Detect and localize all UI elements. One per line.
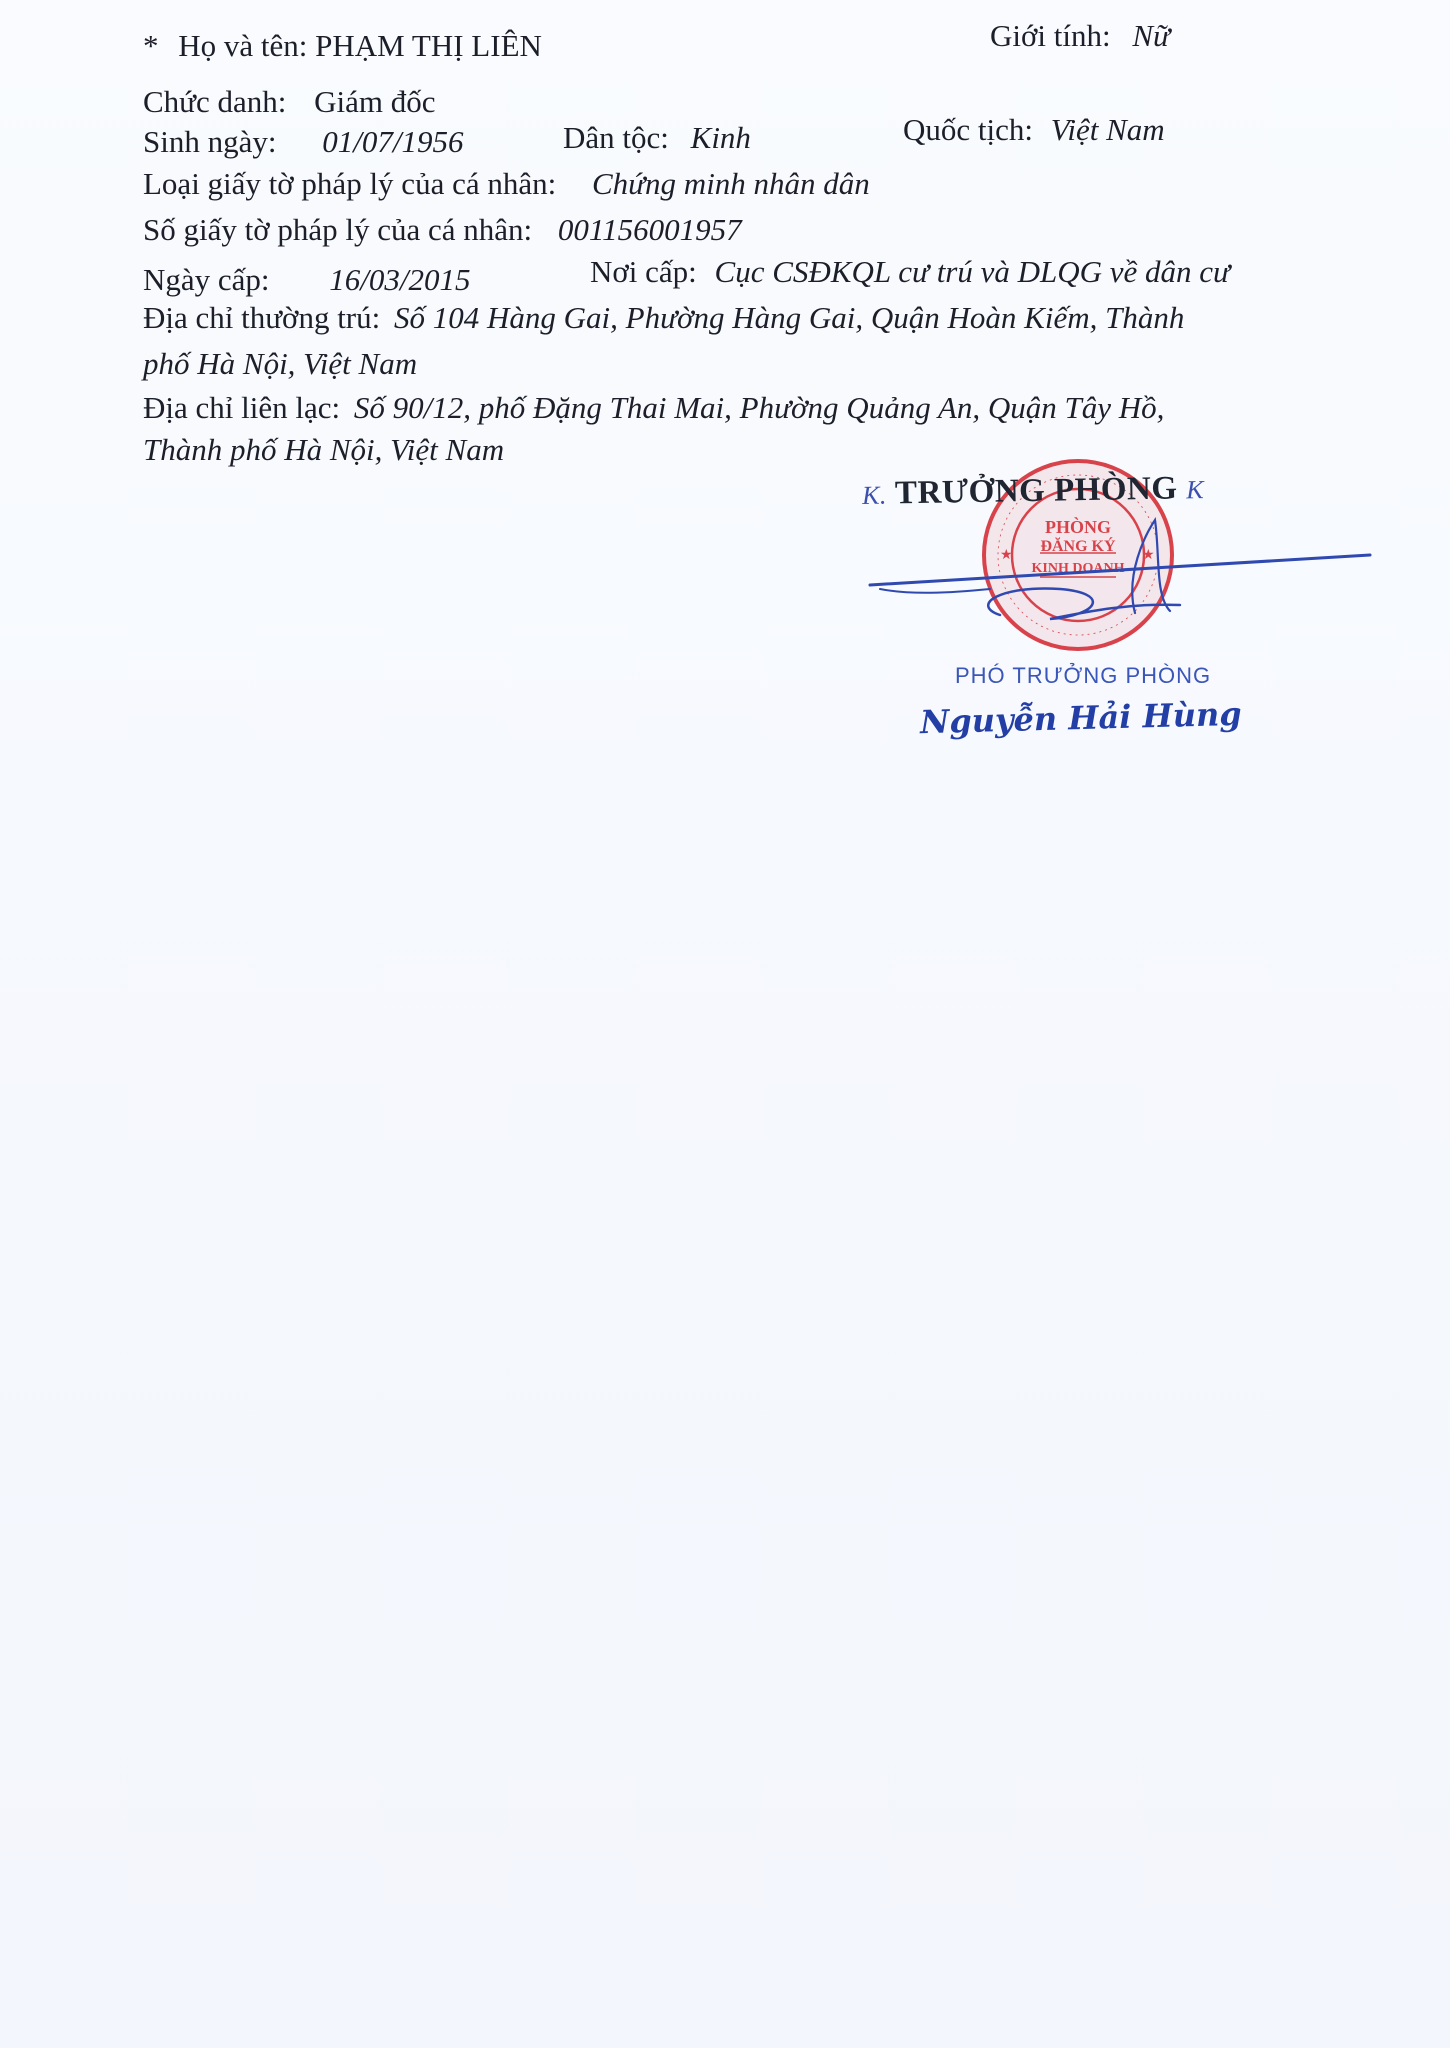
id-number-label: Số giấy tờ pháp lý của cá nhân:: [143, 212, 533, 247]
gender-row: [990, 18, 1170, 54]
issue-date-label: Ngày cấp:: [143, 262, 270, 297]
signature-block: [850, 455, 1410, 755]
title-value: Giám đốc: [314, 84, 436, 119]
issue-place-label: Nơi cấp:: [590, 254, 697, 289]
office-title-text: TRƯỞNG PHÒNG: [894, 470, 1178, 512]
title-row: [143, 84, 436, 120]
contact-address-label: Địa chỉ liên lạc:: [143, 390, 341, 425]
issue-date-value: 16/03/2015: [329, 262, 471, 297]
dob-label: Sinh ngày:: [143, 124, 277, 159]
issue-date-row: [143, 262, 471, 298]
permanent-address-label: Địa chỉ thường trú:: [143, 300, 381, 335]
title-label: Chức danh:: [143, 84, 287, 119]
ethnicity-label: Dân tộc:: [563, 120, 669, 155]
svg-text:★: ★: [1000, 547, 1013, 563]
handwritten-signature: [850, 515, 1410, 645]
ky-prefix: K.: [861, 480, 888, 510]
svg-text:KINH DOANH: KINH DOANH: [1031, 561, 1125, 576]
id-type-value: Chứng minh nhân dân: [591, 166, 870, 201]
deputy-name: Nguyễn Hải Hùng: [919, 694, 1243, 742]
ethnicity-row: [563, 120, 751, 156]
issue-place-row: [590, 254, 1230, 290]
id-number-row: [143, 212, 742, 248]
gender-label: Giới tính:: [990, 18, 1111, 53]
gender-value: Nữ: [1132, 18, 1170, 53]
contact-address-line1: Số 90/12, phố Đặng Thai Mai, Phường Quảng An, Quận Tây Hồ,: [353, 390, 1165, 425]
name-value: PHẠM THỊ LIÊN: [315, 28, 542, 63]
office-title: [862, 470, 1205, 513]
permanent-address-line1: Số 104 Hàng Gai, Phường Hàng Gai, Quận Hoàn Kiếm, Thành: [394, 300, 1185, 335]
permanent-address-row: [143, 300, 1184, 336]
svg-text:PHÒNG: PHÒNG: [1045, 517, 1111, 537]
contact-address-line2: Thành phố Hà Nội, Việt Nam: [143, 432, 505, 467]
bullet: *: [143, 28, 159, 63]
dob-value: 01/07/1956: [322, 124, 464, 159]
nationality-row: [903, 112, 1165, 148]
svg-text:ĐĂNG KÝ: ĐĂNG KÝ: [1040, 538, 1116, 555]
deputy-role: PHÓ TRƯỞNG PHÒNG: [955, 663, 1212, 688]
nationality-value: Việt Nam: [1050, 112, 1165, 147]
ethnicity-value: Kinh: [690, 120, 751, 155]
permanent-address-line2: phố Hà Nội, Việt Nam: [143, 346, 418, 381]
dob-row: [143, 124, 463, 160]
id-type-row: [143, 166, 870, 202]
name-label: Họ và tên:: [178, 28, 308, 63]
id-type-label: Loại giấy tờ pháp lý của cá nhân:: [143, 166, 557, 201]
svg-text:★: ★: [1142, 547, 1155, 563]
ky-suffix: K: [1186, 475, 1205, 505]
contact-address-row: [143, 390, 1164, 426]
id-number-value: 001156001957: [557, 212, 742, 247]
issue-place-value: Cục CSĐKQL cư trú và DLQG về dân cư: [714, 254, 1230, 289]
name-row: [143, 28, 542, 64]
nationality-label: Quốc tịch:: [903, 112, 1033, 147]
